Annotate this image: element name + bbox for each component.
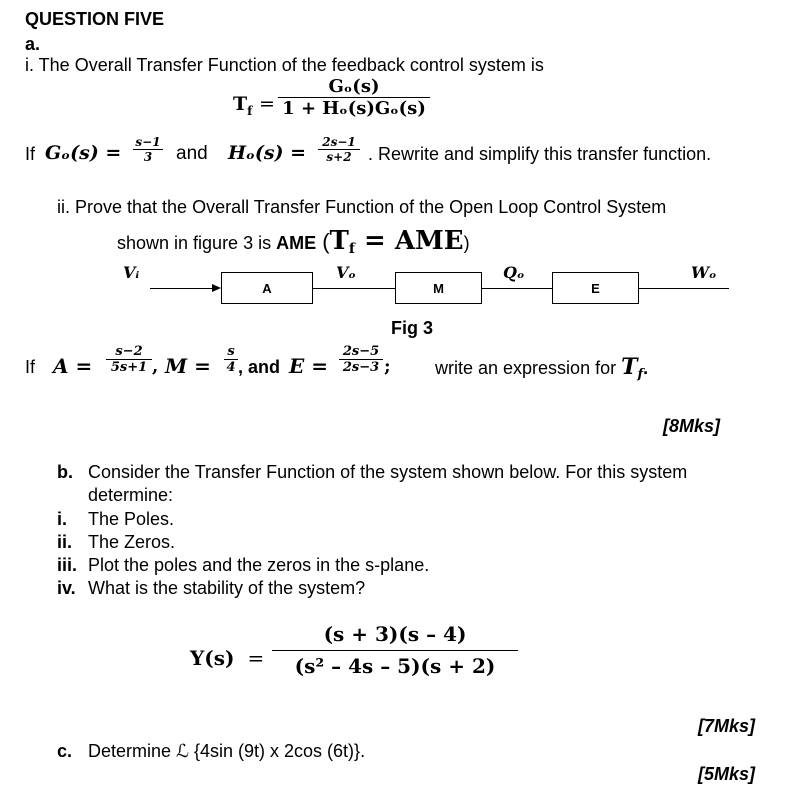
tf-lhs: T xyxy=(233,93,248,115)
part-b-item-num: i. xyxy=(57,509,68,529)
diagram-input-label: Vᵢ xyxy=(123,263,140,282)
part-b-item-num: iv. xyxy=(57,578,76,598)
write-expr-period: . xyxy=(643,358,649,378)
part-b-label: b. xyxy=(57,462,73,482)
part-b-intro-line2: determine: xyxy=(88,485,174,505)
a-fraction xyxy=(106,344,152,375)
go-lhs: Gₒ(s) = xyxy=(45,142,122,164)
tf-denominator: 1 + Hₒ(s)Gₒ(s) xyxy=(282,98,426,119)
part-b-item-num: iii. xyxy=(57,555,78,575)
part-b-intro-line1: Consider the Transfer Function of the system shown below. For this system xyxy=(88,462,688,482)
ys-denominator: (s² – 4s – 5)(s + 2) xyxy=(294,654,496,678)
tf-lhs-sub: f xyxy=(247,103,253,118)
if-word-2: If xyxy=(25,357,36,377)
ii-line2-text: shown in figure 3 is xyxy=(117,233,277,253)
tf-fraction xyxy=(278,76,430,119)
a-denominator: 5s+1 xyxy=(110,360,148,375)
comma-1: , xyxy=(152,356,159,377)
m-numerator: s xyxy=(227,344,235,359)
arrow-line-4 xyxy=(639,288,729,289)
go-denominator: 3 xyxy=(143,150,153,164)
m-fraction xyxy=(224,344,238,375)
arrow-line-3 xyxy=(482,288,552,289)
ii-eq-T: T xyxy=(329,226,349,256)
go-numerator: s−1 xyxy=(135,135,161,149)
part-b-item-num: ii. xyxy=(57,532,73,552)
part-b-item-text: Plot the poles and the zeros in the s-plane. xyxy=(88,555,430,575)
ho-numerator: 2s−1 xyxy=(322,135,356,149)
write-expression xyxy=(435,354,648,382)
ii-line2-bold: AME xyxy=(276,233,317,253)
and-word-1: and xyxy=(176,143,208,164)
arrow-line-1 xyxy=(150,288,212,289)
go-fraction xyxy=(133,135,163,164)
write-expr-f: f xyxy=(637,367,644,383)
m-lhs: M = xyxy=(165,354,211,378)
ys-fraction xyxy=(272,622,518,678)
ys-eq: = xyxy=(247,646,265,670)
part-a-ii-line2 xyxy=(117,226,470,257)
arrow-line-2 xyxy=(313,288,395,289)
ys-lhs: Y(s) xyxy=(190,646,235,670)
block-m: M xyxy=(395,272,482,304)
tf-numerator: Gₒ(s) xyxy=(328,76,380,97)
m-denominator: 4 xyxy=(226,360,236,375)
part-c-marks: [5Mks] xyxy=(698,764,756,784)
write-expr-text: write an expression for xyxy=(435,358,622,378)
ii-eq-rest: = AME xyxy=(354,226,464,256)
part-c-label: c. xyxy=(57,741,73,761)
part-a-i-intro: i. The Overall Transfer Function of the feedback control system is xyxy=(25,55,544,75)
write-expr-T: T xyxy=(621,354,638,380)
ii-eq-sub: f xyxy=(348,241,355,258)
diagram-signal-qo: Qₒ xyxy=(503,263,525,282)
rewrite-text: . Rewrite and simplify this transfer function. xyxy=(368,144,712,164)
ii-paren-close: ) xyxy=(463,233,470,253)
e-lhs: E = xyxy=(289,354,328,378)
ho-denominator: s+2 xyxy=(326,150,352,164)
e-fraction xyxy=(339,344,383,375)
fig3-caption: Fig 3 xyxy=(391,318,434,338)
e-numerator: 2s−5 xyxy=(342,344,380,359)
a-numerator: s−2 xyxy=(115,344,143,359)
and-word-2: , and xyxy=(238,357,281,377)
arrowhead-1 xyxy=(212,284,221,292)
part-b-item-text: What is the stability of the system? xyxy=(88,578,366,598)
part-a-label: a. xyxy=(25,34,41,54)
diagram-signal-vo: Vₒ xyxy=(336,263,356,282)
ho-fraction xyxy=(318,135,360,164)
part-b-item-text: The Zeros. xyxy=(88,532,176,552)
question-title: QUESTION FIVE xyxy=(25,9,165,29)
ho-lhs: Hₒ(s) = xyxy=(228,142,307,164)
tf-eq: = xyxy=(258,93,275,115)
if-word-1: If xyxy=(25,144,36,164)
block-e: E xyxy=(552,272,639,304)
part-a-marks: [8Mks] xyxy=(663,416,721,436)
part-b-item-text: The Poles. xyxy=(88,509,175,529)
part-c-text: Determine ℒ {4sin (9t) x 2cos (6t)}. xyxy=(88,741,366,761)
ys-numerator: (s + 3)(s – 4) xyxy=(323,622,467,646)
part-b-marks: [7Mks] xyxy=(698,716,756,736)
block-a: A xyxy=(221,272,313,304)
semicolon: ; xyxy=(384,356,391,377)
part-a-ii-line1: ii. Prove that the Overall Transfer Function of the Open Loop Control System xyxy=(57,197,667,217)
diagram-output-label: Wₒ xyxy=(691,263,717,282)
e-denominator: 2s−3 xyxy=(342,360,380,375)
ii-paren-open: ( xyxy=(316,229,330,254)
a-lhs: A = xyxy=(53,354,93,378)
